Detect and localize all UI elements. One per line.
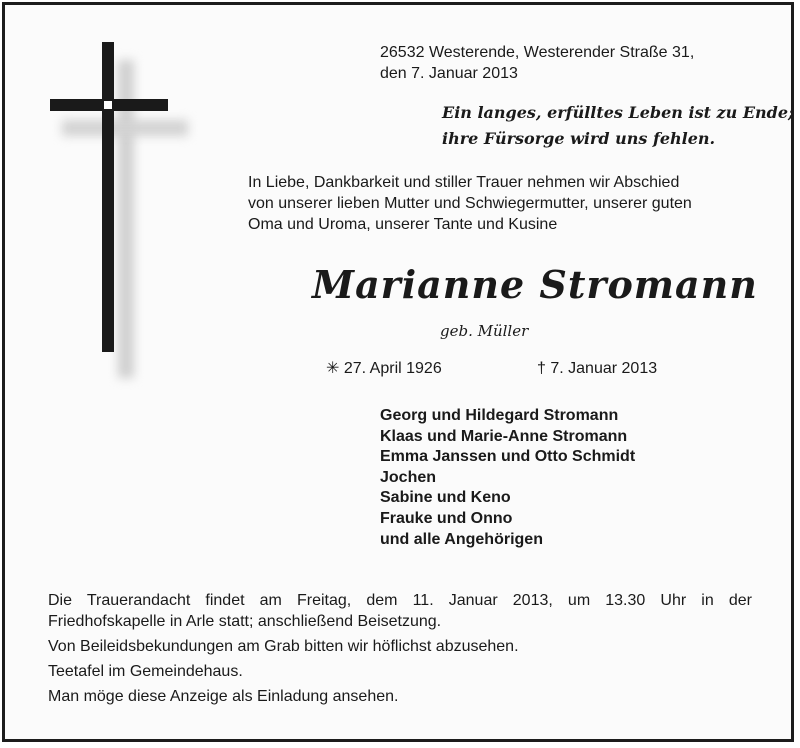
motto <box>442 100 794 152</box>
service-notes <box>48 590 752 707</box>
mourner-entry: und alle Angehörigen <box>380 530 543 548</box>
asterisk-icon: ✳ <box>326 360 340 377</box>
service-line-2: Friedhofskapelle in Arle statt; anschließend Beisetzung. <box>48 613 442 630</box>
mourner-entry: Georg und Hildegard Stromann <box>380 407 619 424</box>
motto-line-1: Ein langes, erfülltes Leben ist zu Ende; <box>442 103 794 122</box>
death-date <box>537 358 657 379</box>
mourner-entry: Emma Janssen und Otto Schmidt <box>380 448 636 466</box>
death-date-value: 7. Januar 2013 <box>550 360 658 377</box>
mourner-entry: Klaas und Marie-Anne Stromann <box>380 427 628 445</box>
deceased-name: Marianne Stromann <box>312 262 758 307</box>
condolences-note: Von Beileidsbekundungen am Grab bitten wir höflichst abzusehen. <box>48 638 519 655</box>
dagger-icon: † <box>537 360 546 377</box>
address-line: 26532 Westerende, Westerender Straße 31, <box>380 44 695 61</box>
notice-date: den 7. Januar 2013 <box>380 65 518 82</box>
mourners-list <box>380 406 635 550</box>
intro-line-3: Oma und Uroma, unserer Tante und Kusine <box>248 216 558 233</box>
invitation-note: Man möge diese Anzeige als Einladung ansehen. <box>48 688 399 705</box>
birth-name: geb. Müller <box>440 322 529 340</box>
mourner-entry: Sabine und Keno <box>380 489 511 507</box>
service-line-1: Die Trauerandacht findet am Freitag, dem 11. Januar 2013, um 13.30 Uhr in der <box>48 592 752 609</box>
birth-date <box>326 358 442 379</box>
intro-line-1: In Liebe, Dankbarkeit und stiller Trauer nehmen wir Abschied <box>248 174 680 191</box>
intro-line-2: von unserer lieben Mutter und Schwiegermutter, unserer guten <box>248 195 692 212</box>
mourner-entry: Jochen <box>380 468 437 486</box>
tea-note: Teetafel im Gemeindehaus. <box>48 663 243 680</box>
motto-line-2: ihre Fürsorge wird uns fehlen. <box>442 129 716 148</box>
mourner-entry: Frauke und Onno <box>380 509 513 527</box>
birth-date-value: 27. April 1926 <box>343 360 442 377</box>
